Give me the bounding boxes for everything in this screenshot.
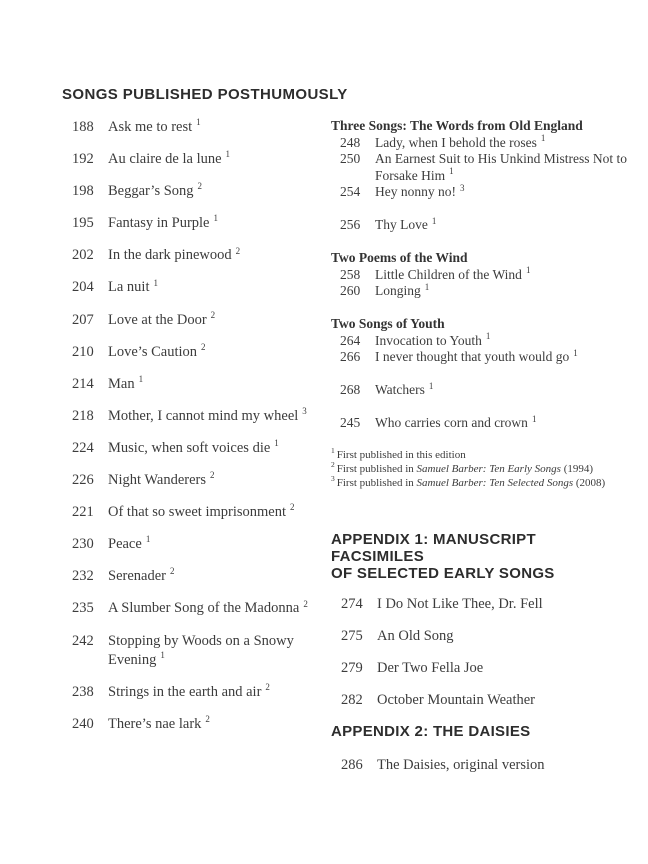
page-number: 218 <box>72 407 94 424</box>
footnote-marker: 1 <box>485 331 491 341</box>
toc-entry <box>62 632 318 671</box>
song-title: Watchers $^1$ <box>375 380 434 397</box>
song-title: Of that so sweet imprisonment $^2$ <box>108 502 295 521</box>
footnote-marker: 1 <box>573 347 578 358</box>
footnote-marker: 1 <box>540 133 546 143</box>
toc-entry <box>331 217 631 234</box>
page-number: 235 <box>72 600 94 617</box>
group-heading: Three Songs: The Words from Old England <box>331 118 583 133</box>
song-title: Fantasy in Purple $^1$ <box>108 213 218 232</box>
song-title: Thy Love $^1$ <box>375 215 437 232</box>
page-number: 238 <box>72 684 94 701</box>
page-number: 221 <box>72 504 94 521</box>
song-title: A Slumber Song of the Madonna $^2$ <box>108 598 308 617</box>
page-number: 254 <box>340 184 361 199</box>
page-number: 248 <box>340 134 361 150</box>
song-title: Music, when soft voices die $^1$ <box>108 438 279 456</box>
song-title: Man $^1$ <box>108 373 144 392</box>
page-number: 226 <box>72 472 94 489</box>
footnote: $^2$ First published in Samuel Barber: Ten Early Songs (1994) <box>331 460 594 475</box>
song-title: Longing $^1$ <box>375 281 430 298</box>
footnote-marker: 2 <box>303 598 308 609</box>
toc-entry <box>62 439 318 459</box>
song-group <box>331 316 631 432</box>
footnote-marker: 1 <box>225 149 231 160</box>
footnote-marker: 2 <box>169 566 175 577</box>
toc-entry <box>62 471 318 491</box>
page-number: 188 <box>72 119 94 135</box>
page-number: 242 <box>72 632 94 649</box>
footnote-marker: 1 <box>196 117 201 128</box>
toc-entry <box>331 184 631 201</box>
page-number: 204 <box>72 279 94 296</box>
footnote-marker: 1 <box>145 534 151 545</box>
page-number: 207 <box>72 311 94 328</box>
footnote-marker: 2 <box>290 502 295 513</box>
toc-entry <box>62 503 318 523</box>
page-number: 274 <box>341 596 363 612</box>
toc-entry <box>62 599 318 619</box>
page-number: 230 <box>72 536 94 553</box>
toc-entry <box>331 659 631 679</box>
toc-entry <box>62 214 318 234</box>
song-title: The Daisies, original version <box>377 757 545 774</box>
appendix1-list <box>331 595 631 711</box>
footnote-marker: 1 <box>449 166 454 176</box>
toc-entry <box>331 415 631 432</box>
song-title: Love at the Door $^2$ <box>108 309 216 328</box>
toc-entry <box>62 150 318 170</box>
page-number: 266 <box>340 349 361 364</box>
song-title: Au claire de la lune $^1$ <box>108 149 231 168</box>
footnote-marker: 1 <box>274 438 279 449</box>
song-title: Little Children of the Wind $^1$ <box>375 265 531 282</box>
group-heading: Two Poems of the Wind <box>331 250 468 265</box>
toc-entry <box>331 283 631 300</box>
toc-entry <box>331 267 631 284</box>
toc-entry <box>62 407 318 427</box>
toc-entry <box>62 535 318 555</box>
toc-entry <box>62 182 318 202</box>
song-title: I Do Not Like Thee, Dr. Fell <box>377 596 543 612</box>
appendix2-heading: APPENDIX 2: THE DAISIES <box>331 723 531 741</box>
group-heading: Two Songs of Youth <box>331 316 445 331</box>
toc-entry <box>331 333 631 350</box>
page-number: 282 <box>341 692 363 709</box>
toc-entry <box>331 151 631 184</box>
toc-entry <box>62 118 318 138</box>
footnote-marker: 1 <box>531 413 537 424</box>
song-title: Peace $^1$ <box>108 534 151 553</box>
song-title: Mother, I cannot mind my wheel $^3$ <box>108 406 307 424</box>
footnote-marker: 1 <box>431 215 437 226</box>
footnote-marker: 1 <box>153 277 158 288</box>
footnote-marker: 1 <box>525 265 531 275</box>
toc-entry <box>62 683 318 703</box>
song-group <box>331 250 631 300</box>
appendix2-list <box>331 756 631 776</box>
page-number: 195 <box>72 215 94 232</box>
footnote-marker: 2 <box>205 714 210 725</box>
page-number: 245 <box>340 415 361 430</box>
page-number: 256 <box>340 217 361 232</box>
footnote-marker: 2 <box>210 470 215 481</box>
page-number: 214 <box>72 375 94 392</box>
footnote-marker: 1 <box>213 213 218 224</box>
page-number: 192 <box>72 151 94 168</box>
page-number: 224 <box>72 439 94 456</box>
toc-entry <box>331 627 631 647</box>
toc-entry <box>331 135 631 152</box>
page-title: SONGS PUBLISHED POSTHUMOUSLY <box>62 86 348 103</box>
toc-entry <box>331 595 631 615</box>
toc-entry <box>331 756 631 776</box>
song-title: October Mountain Weather <box>377 692 536 709</box>
page-number: 286 <box>341 757 363 774</box>
page-number: 210 <box>72 343 94 360</box>
song-title: Who carries corn and crown $^1$ <box>375 413 537 430</box>
page-number: 268 <box>340 382 361 397</box>
footnote-marker: 2 <box>197 181 203 192</box>
toc-entry <box>62 311 318 331</box>
footnotes-block <box>331 448 631 490</box>
song-title: An Old Song <box>377 628 454 645</box>
toc-entry <box>331 382 631 399</box>
footnote-marker: 2 <box>265 682 270 693</box>
song-title: Love’s Caution $^2$ <box>108 341 206 360</box>
footnote-marker: 1 <box>160 650 165 661</box>
song-title: I never thought that youth would go $^1$ <box>375 347 578 364</box>
page-number: 250 <box>340 151 361 166</box>
footnote-marker: 3 <box>331 474 335 484</box>
song-title: Night Wanderers $^2$ <box>108 470 215 489</box>
song-title: An Earnest Suit to His Unkind Mistress Not to Forsake Him $^1$ <box>375 151 627 183</box>
page-number: 279 <box>341 660 363 677</box>
song-title: Ask me to rest $^1$ <box>108 117 201 135</box>
page-number: 275 <box>341 628 363 645</box>
appendix1-heading: APPENDIX 1: MANUSCRIPT FACSIMILES OF SELECTED EARLY SONGS <box>331 531 555 582</box>
toc-entry <box>62 246 318 266</box>
footnote: $^3$ First published in Samuel Barber: Ten Selected Songs (2008) <box>331 474 606 489</box>
footnote-marker: 3 <box>460 182 465 193</box>
page-number: 232 <box>72 568 94 585</box>
page-number: 258 <box>340 266 361 282</box>
song-title: Beggar’s Song $^2$ <box>108 181 203 200</box>
right-column <box>331 118 631 788</box>
song-title: Strings in the earth and air $^2$ <box>108 682 270 701</box>
footnote-marker: 1 <box>331 446 335 456</box>
song-title: Invocation to Youth $^1$ <box>375 331 491 348</box>
song-group <box>331 118 631 234</box>
song-title: In the dark pinewood $^2$ <box>108 245 241 264</box>
toc-entry <box>62 715 318 735</box>
song-title: Stopping by Woods on a Snowy Evening $^1$ <box>108 632 294 668</box>
page-number: 198 <box>72 183 94 200</box>
toc-entry <box>62 567 318 587</box>
toc-entry <box>62 343 318 363</box>
page-number: 202 <box>72 247 94 264</box>
toc-entry <box>331 349 631 366</box>
footnote-marker: 3 <box>302 406 307 417</box>
footnote-marker: 2 <box>235 245 241 256</box>
song-title: Serenader $^2$ <box>108 566 175 585</box>
toc-entry <box>331 691 631 711</box>
page-number: 260 <box>340 283 361 298</box>
footnote: $^1$ First published in this edition <box>331 446 466 461</box>
toc-entry <box>62 375 318 395</box>
footnote-marker: 1 <box>138 373 144 384</box>
song-title: La nuit $^1$ <box>108 277 158 296</box>
left-column <box>62 118 318 747</box>
footnote-marker: 2 <box>331 460 335 470</box>
song-title: Lady, when I behold the roses $^1$ <box>375 133 546 150</box>
toc-entry <box>62 278 318 298</box>
footnote-marker: 2 <box>210 309 216 320</box>
song-title: Der Two Fella Joe <box>377 660 484 677</box>
footnote-marker: 1 <box>428 380 434 391</box>
song-title: Hey nonny no! $^3$ <box>375 182 465 199</box>
page-number: 240 <box>72 716 94 733</box>
footnote-marker: 2 <box>201 341 206 352</box>
song-title: There’s nae lark $^2$ <box>108 714 210 733</box>
page-number: 264 <box>340 332 361 348</box>
footnote-marker: 1 <box>424 281 430 292</box>
